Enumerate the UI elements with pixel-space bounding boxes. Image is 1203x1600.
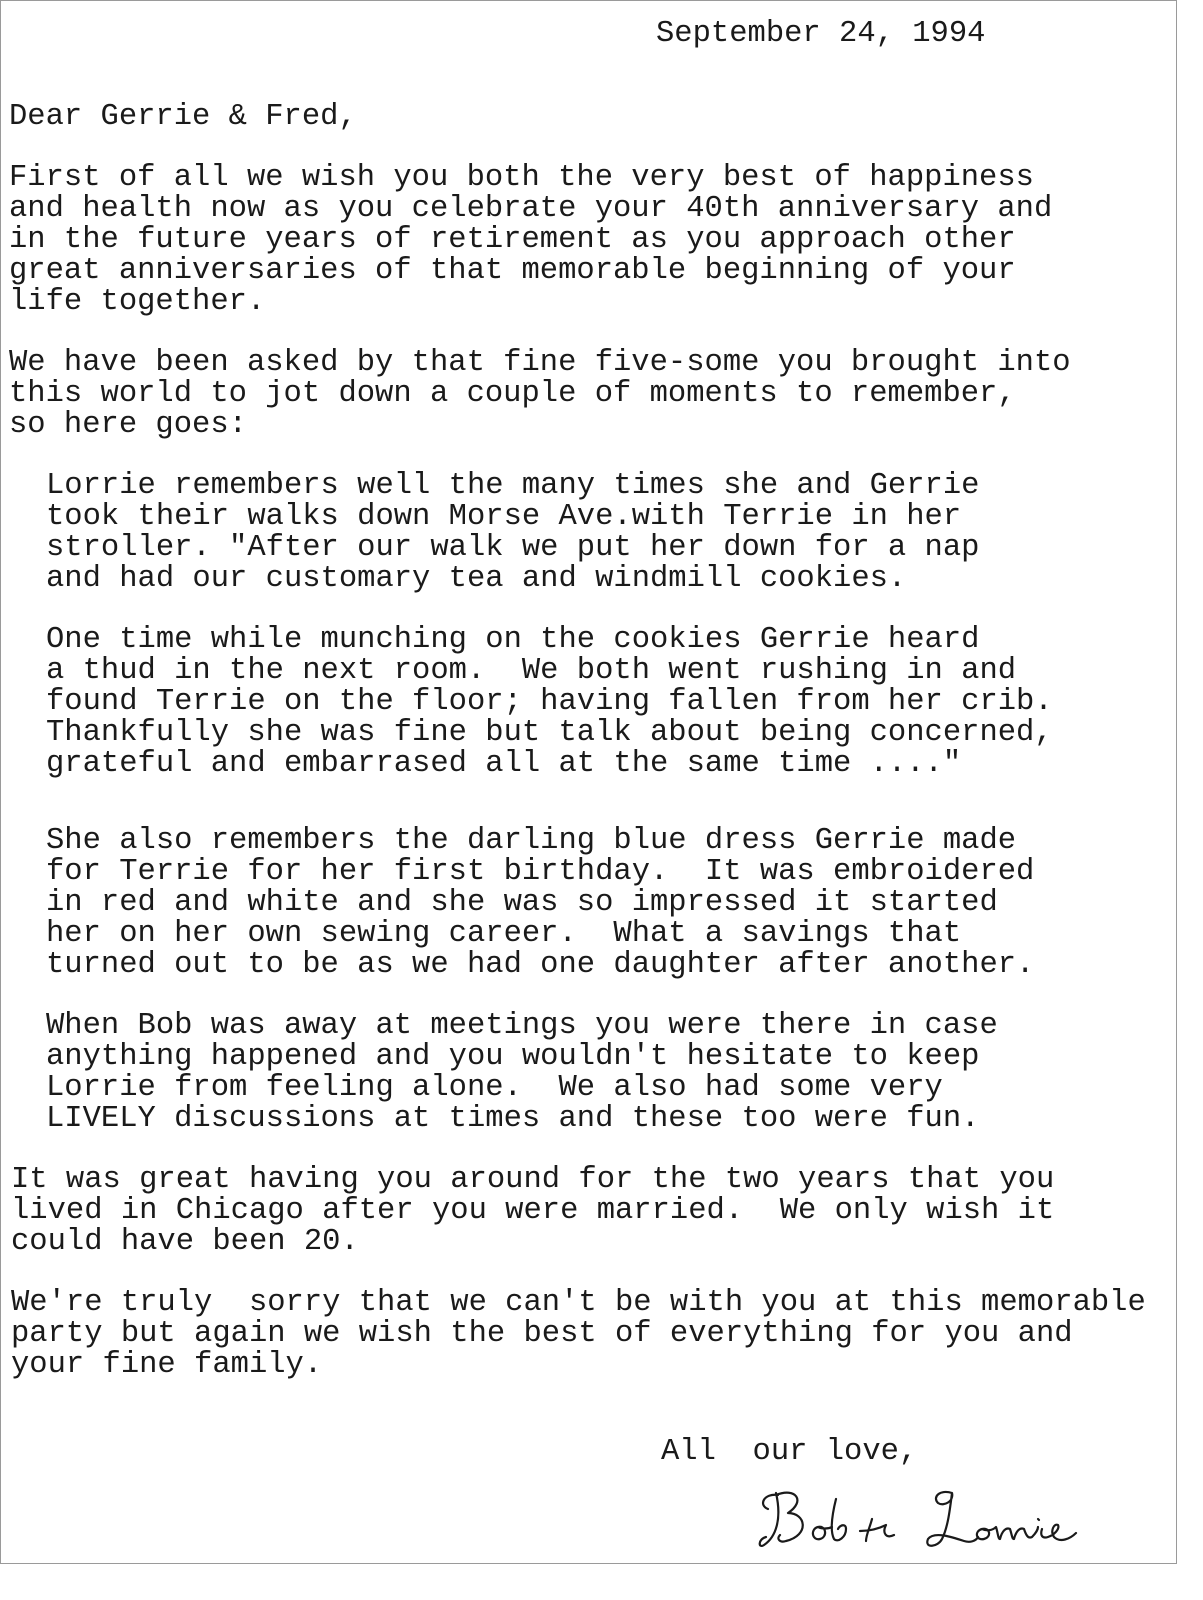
text-line: We're truly sorry that we can't be with you at this memorable <box>11 1286 1146 1320</box>
text-line: First of all we wish you both the very best of happiness <box>9 161 1034 195</box>
text-line: grateful and embarrased all at the same time ...." <box>46 747 962 781</box>
handwritten-signature <box>756 1479 1086 1559</box>
text-line: in the future years of retirement as you approach other <box>9 223 1016 257</box>
text-line: party but again we wish the best of everything for you and <box>11 1317 1073 1351</box>
text-line: in red and white and she was so impressed it started <box>46 886 998 920</box>
text-line: stroller. "After our walk we put her down for a nap <box>46 531 980 565</box>
text-line: for Terrie for her first birthday. It was embroidered <box>46 855 1035 889</box>
salutation: Dear Gerrie & Fred, <box>9 100 357 134</box>
text-line: great anniversaries of that memorable beginning of your <box>9 254 1016 288</box>
closing: All our love, <box>661 1435 918 1469</box>
letter-date: September 24, 1994 <box>656 17 986 51</box>
text-line: turned out to be as we had one daughter after another. <box>46 948 1035 982</box>
text-line: Lorrie remembers well the many times she and Gerrie <box>46 469 980 503</box>
text-line: life together. <box>9 285 266 319</box>
text-line: and had our customary tea and windmill cookies. <box>46 562 907 596</box>
text-line: your fine family. <box>11 1348 323 1382</box>
text-line: It was great having you around for the two years that you <box>11 1163 1055 1197</box>
text-line: found Terrie on the floor; having fallen from her crib. <box>46 685 1053 719</box>
text-line: One time while munching on the cookies Gerrie heard <box>46 623 980 657</box>
text-line: Thankfully she was fine but talk about being concerned, <box>46 716 1053 750</box>
text-line: anything happened and you wouldn't hesitate to keep <box>46 1040 980 1074</box>
text-line: LIVELY discussions at times and these too were fun. <box>46 1102 980 1136</box>
text-line: so here goes: <box>9 408 247 442</box>
text-line: When Bob was away at meetings you were there in case <box>46 1009 998 1043</box>
signature-scrawl-icon <box>756 1479 1086 1559</box>
text-line: She also remembers the darling blue dress Gerrie made <box>46 824 1017 858</box>
text-line: We have been asked by that fine five-some you brought into <box>9 346 1071 380</box>
text-line: took their walks down Morse Ave.with Terrie in her <box>46 500 962 534</box>
text-line: could have been 20. <box>11 1225 359 1259</box>
text-line: a thud in the next room. We both went rushing in and <box>46 654 1017 688</box>
text-line: Lorrie from feeling alone. We also had some very <box>46 1071 943 1105</box>
text-line: and health now as you celebrate your 40th anniversary and <box>9 192 1053 226</box>
text-line: her on her own sewing career. What a savings that <box>46 917 962 951</box>
text-line: this world to jot down a couple of moments to remember, <box>9 377 1016 411</box>
text-line: lived in Chicago after you were married. We only wish it <box>11 1194 1055 1228</box>
